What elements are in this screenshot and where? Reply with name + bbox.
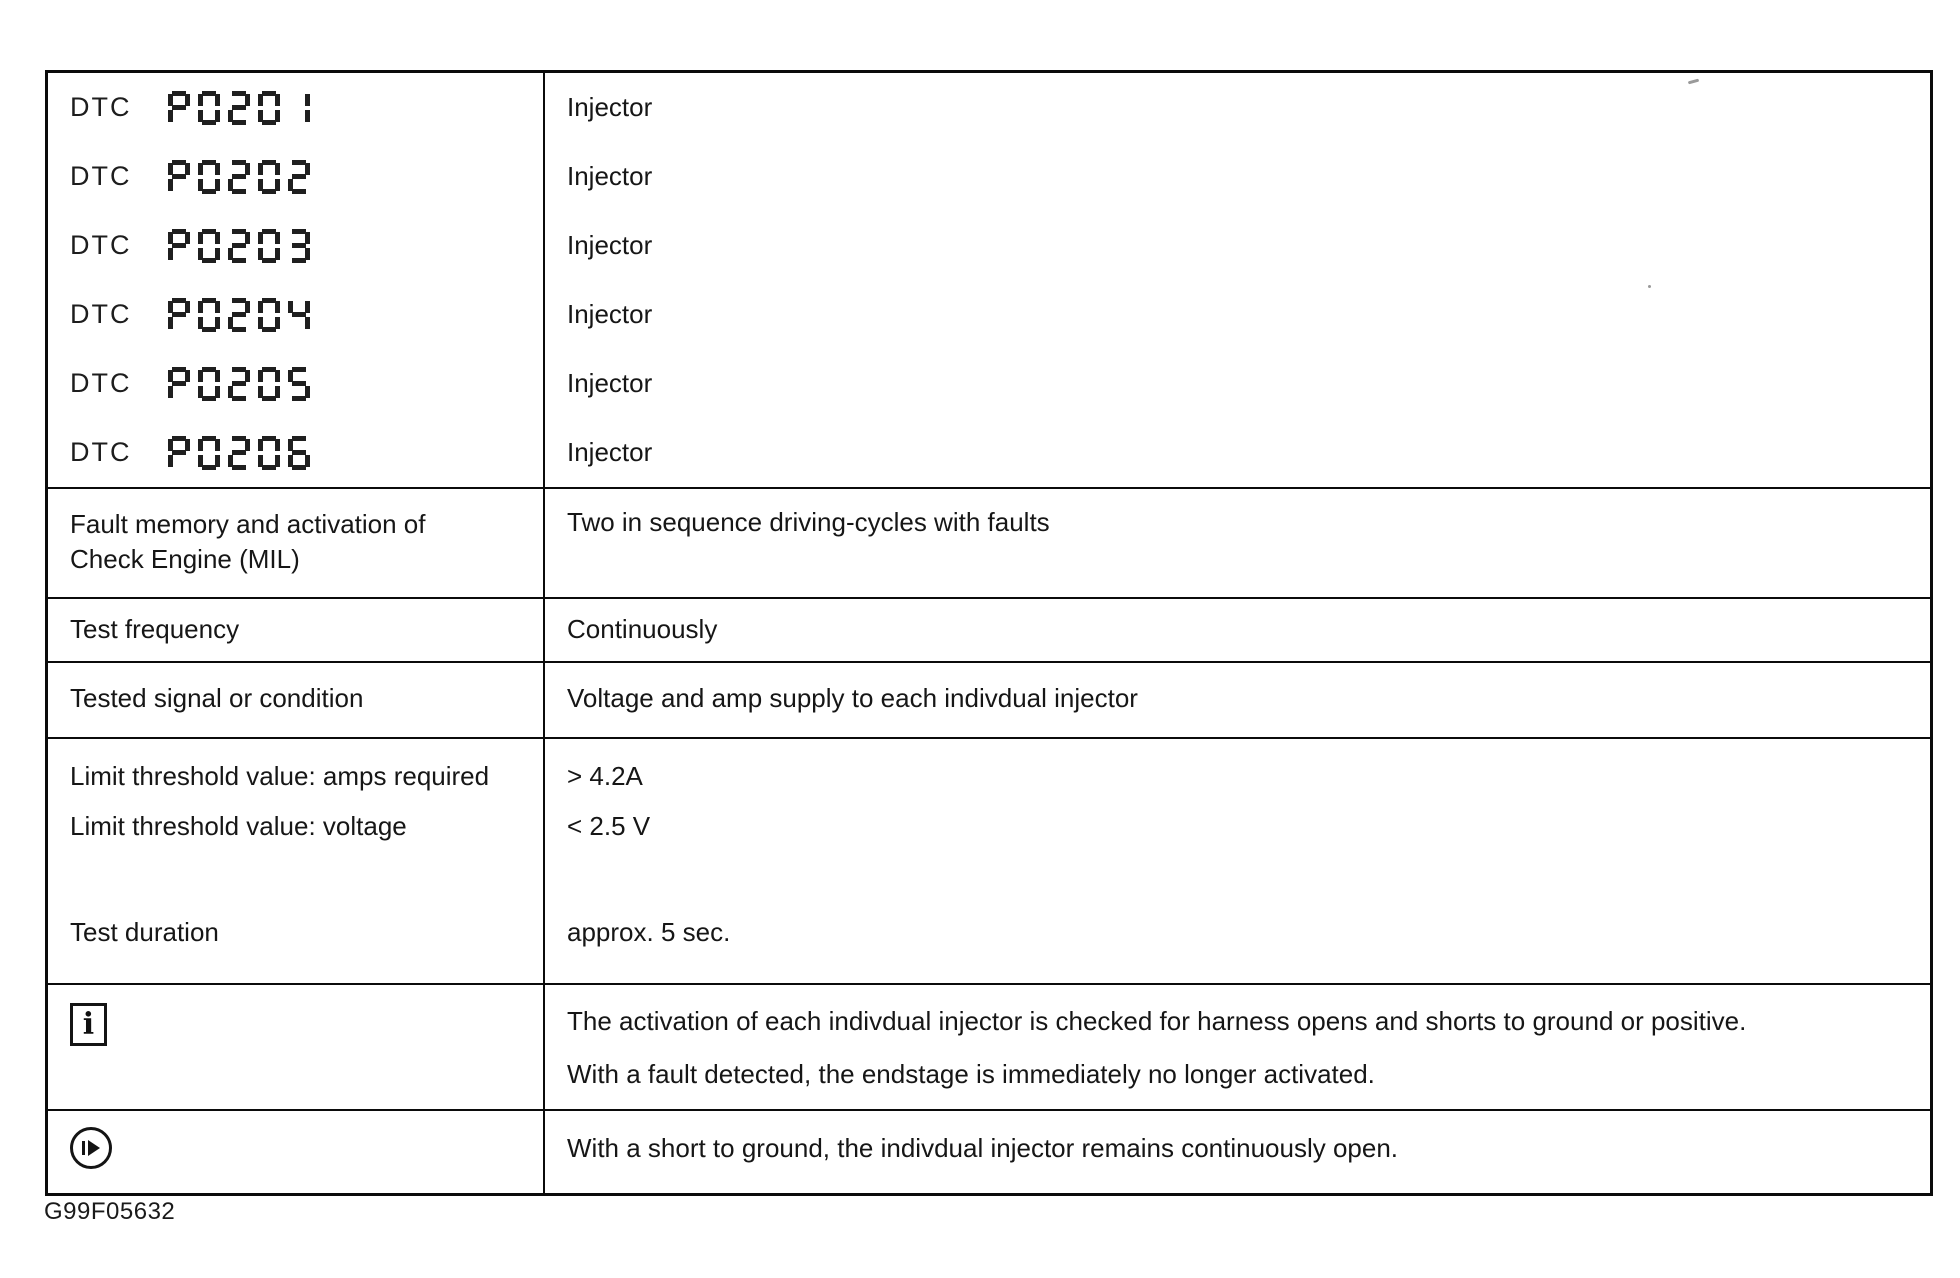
table-row (48, 418, 1930, 487)
info-text-line: With a fault detected, the endstage is immediately no longer activated. (567, 1059, 1375, 1089)
test-frequency-row (48, 597, 1930, 661)
dtc-value: Injector (567, 161, 653, 191)
threshold-label: Test duration (70, 917, 219, 947)
info-icon-cell (48, 985, 545, 1109)
arrow-text-cell (545, 1111, 1930, 1193)
info-icon-glyph: i (82, 1007, 95, 1042)
row-label: Test frequency (70, 614, 240, 644)
dtc-code-display (168, 298, 318, 332)
dtc-cell (48, 142, 545, 211)
threshold-row (48, 737, 1930, 983)
dtc-cell (48, 349, 545, 418)
info-text-line: The activation of each indivdual injector is checked for harness opens and shorts to ground or positive. (567, 1006, 1747, 1036)
row-label: Fault memory and activation of Check Engine (MIL) (70, 509, 426, 574)
dtc-label: DTC (70, 299, 132, 329)
dtc-value-cell (545, 418, 1930, 487)
dtc-value: Injector (567, 299, 653, 329)
row-value-cell (545, 663, 1930, 737)
threshold-label-cell (48, 739, 545, 983)
dtc-value: Injector (567, 92, 653, 122)
threshold-value: approx. 5 sec. (567, 917, 731, 947)
dtc-value-cell (545, 211, 1930, 280)
dtc-value: Injector (567, 368, 653, 398)
table-row (48, 280, 1930, 349)
scan-artifact (1648, 285, 1651, 288)
dtc-value: Injector (567, 230, 653, 260)
arrow-note-icon (70, 1127, 112, 1169)
arrow-icon-cell (48, 1111, 545, 1193)
row-label-cell (48, 489, 545, 597)
dtc-value: Injector (567, 437, 653, 467)
dtc-cell (48, 418, 545, 487)
fault-memory-row (48, 487, 1930, 597)
dtc-code-display (168, 229, 318, 263)
figure-id: G99F05632 (44, 1198, 176, 1225)
arrow-note-text: With a short to ground, the indivdual injector remains continuously open. (567, 1133, 1399, 1163)
dtc-value-cell (545, 73, 1930, 142)
info-text-cell (545, 985, 1930, 1109)
threshold-label: Limit threshold value: voltage (70, 811, 407, 841)
dtc-code-display (168, 367, 318, 401)
row-value: Two in sequence driving-cycles with faults (567, 507, 1050, 537)
row-label-cell (48, 663, 545, 737)
dtc-label: DTC (70, 437, 132, 467)
arrow-note-row (48, 1109, 1930, 1193)
row-value-cell (545, 489, 1930, 597)
dtc-code-display (168, 91, 318, 125)
info-note-row (48, 983, 1930, 1109)
threshold-value-cell (545, 739, 1930, 983)
dtc-cell (48, 211, 545, 280)
threshold-value: > 4.2A (567, 761, 643, 791)
info-icon (70, 1003, 107, 1046)
dtc-code-display (168, 160, 318, 194)
row-label-cell (48, 599, 545, 661)
table-row (48, 73, 1930, 142)
dtc-section (48, 73, 1930, 487)
table-row (48, 211, 1930, 280)
dtc-value-cell (545, 280, 1930, 349)
row-label: Tested signal or condition (70, 683, 364, 713)
row-value: Continuously (567, 614, 718, 644)
threshold-value: < 2.5 V (567, 811, 651, 841)
dtc-label: DTC (70, 161, 132, 191)
dtc-value-cell (545, 142, 1930, 211)
dtc-value-cell (545, 349, 1930, 418)
dtc-code-display (168, 436, 318, 470)
threshold-label: Limit threshold value: amps required (70, 761, 490, 791)
tested-signal-row (48, 661, 1930, 737)
dtc-cell (48, 73, 545, 142)
dtc-table (45, 70, 1933, 1196)
row-value: Voltage and amp supply to each indivdual injector (567, 683, 1138, 713)
dtc-label: DTC (70, 230, 132, 260)
table-row (48, 349, 1930, 418)
row-value-cell (545, 599, 1930, 661)
table-row (48, 142, 1930, 211)
dtc-label: DTC (70, 92, 132, 122)
dtc-cell (48, 280, 545, 349)
dtc-label: DTC (70, 368, 132, 398)
